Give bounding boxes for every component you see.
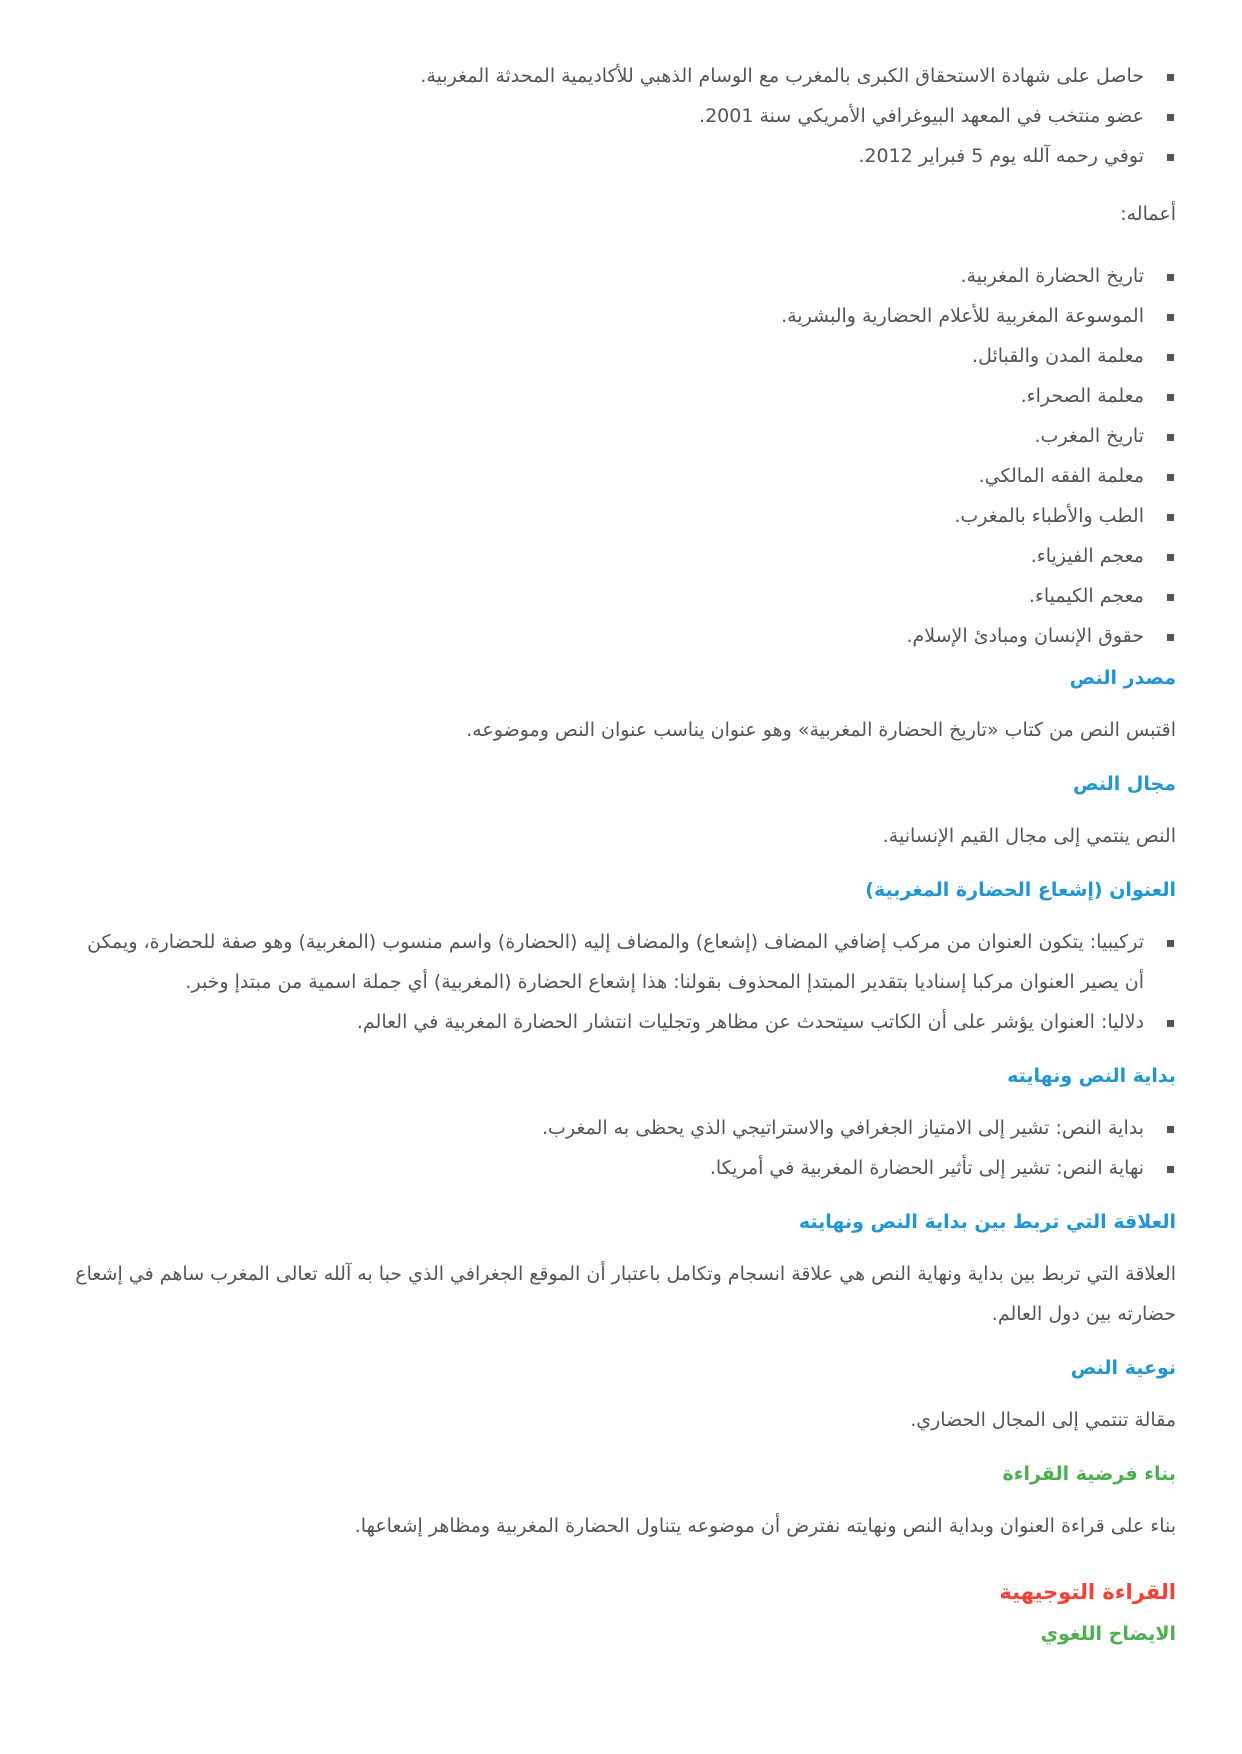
hypothesis-heading: بناء فرضية القراءة: [1002, 1463, 1176, 1485]
list-item: معلمة الفقه المالكي.: [70, 456, 1144, 496]
source-heading: مصدر النص: [1069, 667, 1176, 689]
relation-heading: العلاقة التي تربط بين بداية النص ونهايته: [798, 1211, 1176, 1233]
hypothesis-text: بناء على قراءة العنوان وبداية النص ونهايته نفترض أن موضوعه يتناول الحضارة المغربية ومظاهر إشعاعها.: [354, 1515, 1176, 1537]
list-item: تاريخ الحضارة المغربية.: [70, 256, 1144, 296]
relation-text: العلاقة التي تربط بين بداية ونهاية النص هي علاقة انسجام وتكامل باعتبار أن الموقع الجغرافي الذي حبا به آلله تعالى المغرب ساهم في إشعاع حضارته بين دول العالم.: [75, 1263, 1176, 1325]
list-item: معجم الفيزياء.: [70, 536, 1144, 576]
list-item: دلاليا: العنوان يؤشر على أن الكاتب سيتحدث عن مظاهر وتجليات انتشار الحضارة المغربية في العالم.: [70, 1002, 1144, 1042]
field-text: النص ينتمي إلى مجال القيم الإنسانية.: [882, 825, 1176, 847]
field-heading: مجال النص: [1072, 773, 1176, 795]
list-item: الطب والأطباء بالمغرب.: [70, 496, 1144, 536]
list-item: الموسوعة المغربية للأعلام الحضارية والبشرية.: [70, 296, 1144, 336]
start-end-heading: بداية النص ونهايته: [1007, 1065, 1176, 1087]
type-text: مقالة تنتمي إلى المجال الحضاري.: [910, 1409, 1176, 1431]
list-item: توفي رحمه آلله يوم 5 فبراير 2012.: [70, 136, 1144, 176]
source-text: اقتبس النص من كتاب «تاريخ الحضارة المغربية» وهو عنوان يناسب عنوان النص وموضوعه.: [466, 719, 1176, 741]
list-item: بداية النص: تشير إلى الامتياز الجغرافي والاستراتيجي الذي يحظى به المغرب.: [70, 1108, 1144, 1148]
list-item: حقوق الإنسان ومبادئ الإسلام.: [70, 616, 1144, 656]
bio-list: [70, 56, 1176, 176]
type-heading: نوعية النص: [1070, 1357, 1176, 1379]
guided-reading-heading: القراءة التوجيهية: [999, 1580, 1176, 1604]
list-item: معلمة المدن والقبائل.: [70, 336, 1144, 376]
works-list: [70, 256, 1176, 656]
list-item: حاصل على شهادة الاستحقاق الكبرى بالمغرب مع الوسام الذهبي للأكاديمية المحدثة المغربية.: [70, 56, 1144, 96]
linguistic-heading: الايضاح اللغوي: [1040, 1623, 1176, 1645]
start-end-list: [70, 1108, 1176, 1188]
list-item: عضو منتخب في المعهد البيوغرافي الأمريكي سنة 2001.: [70, 96, 1144, 136]
list-item: تاريخ المغرب.: [70, 416, 1144, 456]
list-item: معلمة الصحراء.: [70, 376, 1144, 416]
article-content: [70, 56, 1176, 1654]
list-item: معجم الكيمياء.: [70, 576, 1144, 616]
title-heading: العنوان (إشعاع الحضارة المغربية): [865, 879, 1176, 901]
title-analysis-list: [70, 922, 1176, 1042]
list-item: نهاية النص: تشير إلى تأثير الحضارة المغربية في أمريكا.: [70, 1148, 1144, 1188]
list-item: تركيبيا: يتكون العنوان من مركب إضافي المضاف (إشعاع) والمضاف إليه (الحضارة) واسم منسوب (المغربية) وهو صفة للحضارة، ويمكن أن يصير العنوان مركبا إسناديا بتقدير المبتدإ المحذوف بقولنا: هذا إشعاع الحضارة (المغربية) أي جملة اسمية من مبتدإ وخبر.: [70, 922, 1144, 1002]
works-label: أعماله:: [1120, 203, 1176, 225]
